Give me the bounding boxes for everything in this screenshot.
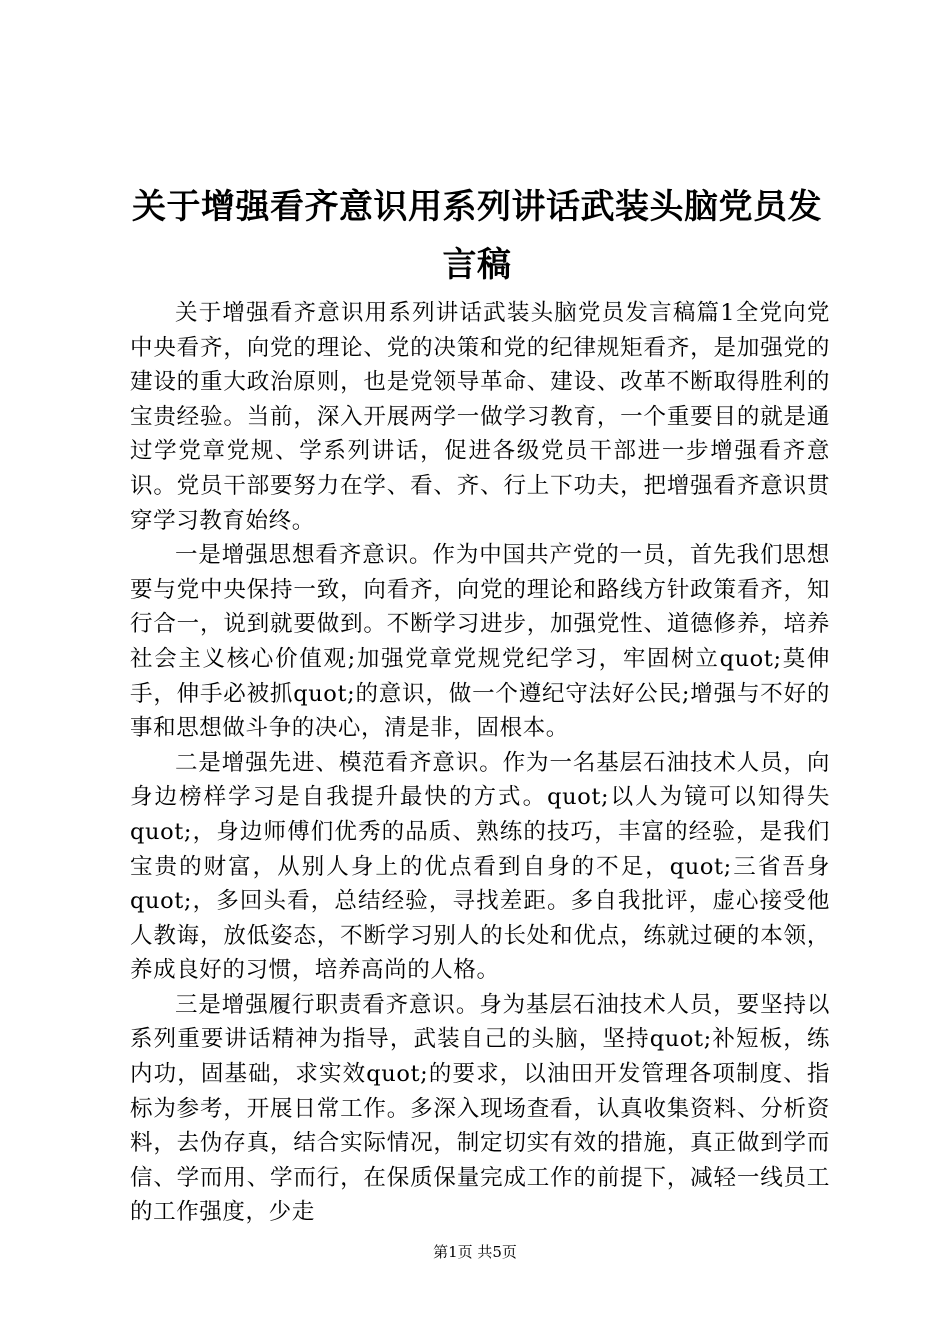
paragraph-point-one: 一是增强思想看齐意识。作为中国共产党的一员，首先我们思想要与党中央保持一致，向看齐，向党的理论和路线方针政策看齐，知行合一，说到就要做到。不断学习进步，加强党性、道德修养，培养社会主义核心价值观;加强党章党规党纪学习，牢固树立quot;莫伸手，伸手必被抓quot;的意识，做一个遵纪守法好公民;增强与不好的事和思想做斗争的决心，清是非，固根本。 [130, 542, 830, 742]
page-number-footer: 第1页 共5页 [433, 1243, 517, 1261]
document-body [130, 296, 830, 1230]
paragraph-point-two: 二是增强先进、模范看齐意识。作为一名基层石油技术人员，向身边榜样学习是自我提升最快的方式。quot;以人为镜可以知得失quot;，身边师傅们优秀的品质、熟练的技巧，丰富的经验，是我们宝贵的财富，从别人身上的优点看到自身的不足，quot;三省吾身quot;，多回头看，总结经验，寻找差距。多自我批评，虚心接受他人教诲，放低姿态，不断学习别人的长处和优点，练就过硬的本领，养成良好的习惯，培养高尚的人格。 [130, 749, 830, 984]
paragraph-intro: 关于增强看齐意识用系列讲话武装头脑党员发言稿篇1全党向党中央看齐，向党的理论、党的决策和党的纪律规矩看齐，是加强党的建设的重大政治原则，也是党领导革命、建设、改革不断取得胜利的宝贵经验。当前，深入开展两学一做学习教育，一个重要目的就是通过学党章党规、学系列讲话，促进各级党员干部进一步增强看齐意识。党员干部要努力在学、看、齐、行上下功夫，把增强看齐意识贯穿学习教育始终。 [130, 300, 830, 534]
paragraph-point-three: 三是增强履行职责看齐意识。身为基层石油技术人员，要坚持以系列重要讲话精神为指导，武装自己的头脑，坚持quot;补短板，练内功，固基础，求实效quot;的要求，以油田开发管理各项制度、指标为参考，开展日常工作。多深入现场查看，认真收集资料、分析资料，去伪存真，结合实际情况，制定切实有效的措施，真正做到学而信、学而用、学而行，在保质保量完成工作的前提下，减轻一线员工的工作强度，少走 [130, 991, 830, 1226]
document-title: 关于增强看齐意识用系列讲话武装头脑党员发言稿 [132, 187, 822, 285]
